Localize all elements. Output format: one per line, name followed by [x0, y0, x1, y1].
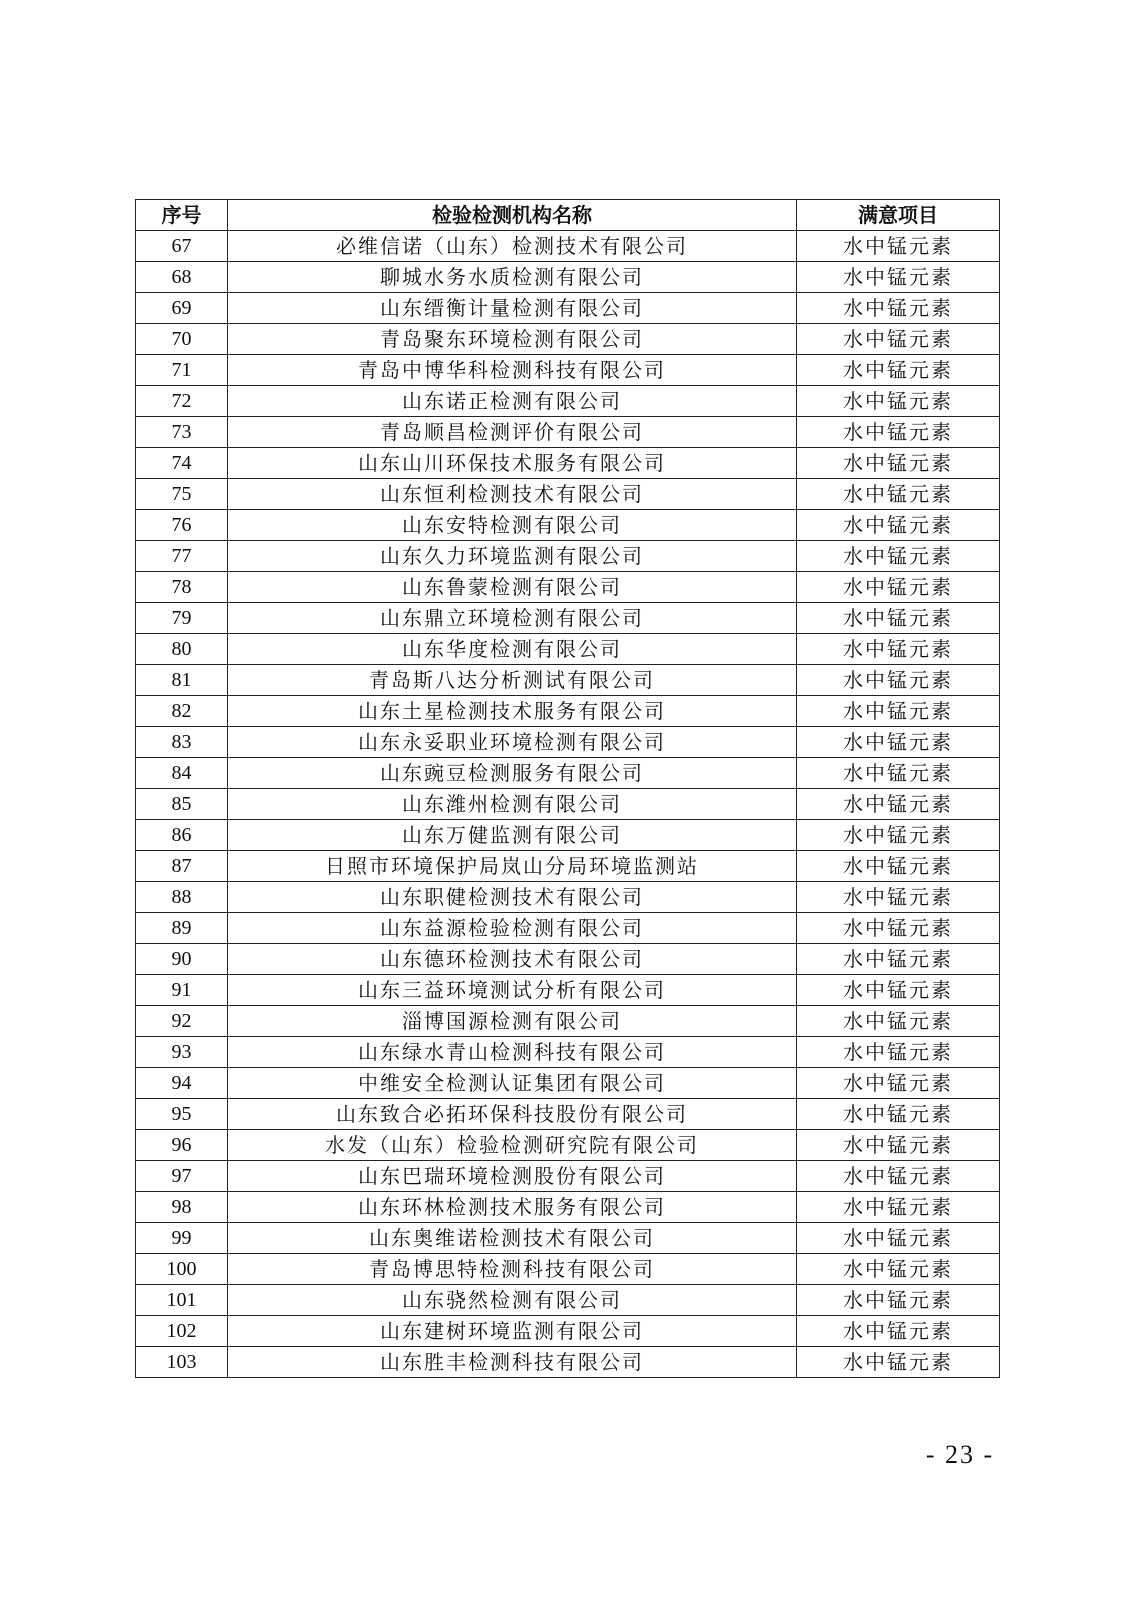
institution-name: 山东潍州检测有限公司 [228, 789, 797, 820]
satisfactory-item: 水中锰元素 [797, 882, 1000, 913]
table-row [136, 386, 1000, 417]
satisfactory-item: 水中锰元素 [797, 1130, 1000, 1161]
satisfactory-item: 水中锰元素 [797, 944, 1000, 975]
satisfactory-item: 水中锰元素 [797, 324, 1000, 355]
table-row [136, 1192, 1000, 1223]
row-index: 83 [136, 727, 228, 758]
row-index: 74 [136, 448, 228, 479]
institution-name: 山东巴瑞环境检测股份有限公司 [228, 1161, 797, 1192]
satisfactory-item: 水中锰元素 [797, 696, 1000, 727]
institution-name: 山东华度检测有限公司 [228, 634, 797, 665]
satisfactory-item: 水中锰元素 [797, 1254, 1000, 1285]
row-index: 91 [136, 975, 228, 1006]
row-index: 95 [136, 1099, 228, 1130]
institution-name: 山东安特检测有限公司 [228, 510, 797, 541]
table-row [136, 479, 1000, 510]
table-row [136, 1037, 1000, 1068]
institution-name: 淄博国源检测有限公司 [228, 1006, 797, 1037]
table-row [136, 355, 1000, 386]
satisfactory-item: 水中锰元素 [797, 758, 1000, 789]
row-index: 77 [136, 541, 228, 572]
header-index: 序号 [136, 200, 228, 231]
row-index: 73 [136, 417, 228, 448]
table-row [136, 572, 1000, 603]
institution-name: 山东奥维诺检测技术有限公司 [228, 1223, 797, 1254]
institution-name: 山东益源检验检测有限公司 [228, 913, 797, 944]
institution-name: 山东豌豆检测服务有限公司 [228, 758, 797, 789]
institution-name: 中维安全检测认证集团有限公司 [228, 1068, 797, 1099]
satisfactory-item: 水中锰元素 [797, 510, 1000, 541]
satisfactory-item: 水中锰元素 [797, 417, 1000, 448]
row-index: 96 [136, 1130, 228, 1161]
table-row [136, 1316, 1000, 1347]
satisfactory-item: 水中锰元素 [797, 1223, 1000, 1254]
satisfactory-item: 水中锰元素 [797, 572, 1000, 603]
institution-name: 日照市环境保护局岚山分局环境监测站 [228, 851, 797, 882]
institution-name: 水发（山东）检验检测研究院有限公司 [228, 1130, 797, 1161]
satisfactory-item: 水中锰元素 [797, 851, 1000, 882]
satisfactory-item: 水中锰元素 [797, 386, 1000, 417]
satisfactory-item: 水中锰元素 [797, 1161, 1000, 1192]
table-row [136, 510, 1000, 541]
page-number: - 23 - [925, 1440, 995, 1469]
institution-name: 青岛顺昌检测评价有限公司 [228, 417, 797, 448]
institution-name: 山东胜丰检测科技有限公司 [228, 1347, 797, 1378]
row-index: 80 [136, 634, 228, 665]
satisfactory-item: 水中锰元素 [797, 1285, 1000, 1316]
row-index: 88 [136, 882, 228, 913]
institution-name: 青岛斯八达分析测试有限公司 [228, 665, 797, 696]
satisfactory-item: 水中锰元素 [797, 262, 1000, 293]
institution-name: 山东恒利检测技术有限公司 [228, 479, 797, 510]
row-index: 67 [136, 231, 228, 262]
institution-name: 山东永妥职业环境检测有限公司 [228, 727, 797, 758]
row-index: 76 [136, 510, 228, 541]
institution-name: 山东鲁蒙检测有限公司 [228, 572, 797, 603]
institution-name: 山东职健检测技术有限公司 [228, 882, 797, 913]
institution-name: 聊城水务水质检测有限公司 [228, 262, 797, 293]
institution-name: 青岛中博华科检测科技有限公司 [228, 355, 797, 386]
institution-name: 山东三益环境测试分析有限公司 [228, 975, 797, 1006]
row-index: 86 [136, 820, 228, 851]
institution-name: 必维信诺（山东）检测技术有限公司 [228, 231, 797, 262]
row-index: 78 [136, 572, 228, 603]
table-header-row [136, 200, 1000, 231]
row-index: 70 [136, 324, 228, 355]
table-row [136, 262, 1000, 293]
satisfactory-item: 水中锰元素 [797, 293, 1000, 324]
institution-name: 青岛博思特检测科技有限公司 [228, 1254, 797, 1285]
satisfactory-item: 水中锰元素 [797, 789, 1000, 820]
row-index: 87 [136, 851, 228, 882]
table-row [136, 1254, 1000, 1285]
table-row [136, 975, 1000, 1006]
table-row [136, 851, 1000, 882]
table-row [136, 665, 1000, 696]
table-row [136, 789, 1000, 820]
table-row [136, 727, 1000, 758]
row-index: 103 [136, 1347, 228, 1378]
row-index: 81 [136, 665, 228, 696]
row-index: 102 [136, 1316, 228, 1347]
institution-name: 山东致合必拓环保科技股份有限公司 [228, 1099, 797, 1130]
table-body [136, 231, 1000, 1378]
row-index: 101 [136, 1285, 228, 1316]
satisfactory-item: 水中锰元素 [797, 1316, 1000, 1347]
institution-name: 山东德环检测技术有限公司 [228, 944, 797, 975]
table-row [136, 758, 1000, 789]
table-row [136, 696, 1000, 727]
row-index: 72 [136, 386, 228, 417]
table-row [136, 448, 1000, 479]
table-row [136, 634, 1000, 665]
row-index: 82 [136, 696, 228, 727]
row-index: 71 [136, 355, 228, 386]
table-row [136, 1130, 1000, 1161]
row-index: 69 [136, 293, 228, 324]
institution-name: 青岛聚东环境检测有限公司 [228, 324, 797, 355]
satisfactory-item: 水中锰元素 [797, 1192, 1000, 1223]
satisfactory-item: 水中锰元素 [797, 913, 1000, 944]
row-index: 100 [136, 1254, 228, 1285]
header-name: 检验检测机构名称 [228, 200, 797, 231]
row-index: 89 [136, 913, 228, 944]
row-index: 68 [136, 262, 228, 293]
table-row [136, 1099, 1000, 1130]
table-row [136, 231, 1000, 262]
satisfactory-item: 水中锰元素 [797, 479, 1000, 510]
row-index: 92 [136, 1006, 228, 1037]
row-index: 99 [136, 1223, 228, 1254]
satisfactory-item: 水中锰元素 [797, 634, 1000, 665]
table-row [136, 293, 1000, 324]
row-index: 94 [136, 1068, 228, 1099]
row-index: 90 [136, 944, 228, 975]
satisfactory-item: 水中锰元素 [797, 1006, 1000, 1037]
institution-name: 山东骁然检测有限公司 [228, 1285, 797, 1316]
institution-name: 山东建树环境监测有限公司 [228, 1316, 797, 1347]
row-index: 93 [136, 1037, 228, 1068]
row-index: 75 [136, 479, 228, 510]
table-row [136, 882, 1000, 913]
satisfactory-item: 水中锰元素 [797, 975, 1000, 1006]
satisfactory-item: 水中锰元素 [797, 355, 1000, 386]
satisfactory-item: 水中锰元素 [797, 1037, 1000, 1068]
institution-name: 山东山川环保技术服务有限公司 [228, 448, 797, 479]
institution-name: 山东鼎立环境检测有限公司 [228, 603, 797, 634]
table-row [136, 1285, 1000, 1316]
table-row [136, 1161, 1000, 1192]
row-index: 85 [136, 789, 228, 820]
satisfactory-item: 水中锰元素 [797, 1099, 1000, 1130]
table-row [136, 541, 1000, 572]
table-row [136, 913, 1000, 944]
satisfactory-item: 水中锰元素 [797, 727, 1000, 758]
institution-name: 山东缙衡计量检测有限公司 [228, 293, 797, 324]
institution-name: 山东绿水青山检测科技有限公司 [228, 1037, 797, 1068]
row-index: 98 [136, 1192, 228, 1223]
institution-name: 山东久力环境监测有限公司 [228, 541, 797, 572]
table-row [136, 1068, 1000, 1099]
table-row [136, 417, 1000, 448]
table-row [136, 820, 1000, 851]
row-index: 97 [136, 1161, 228, 1192]
table-row [136, 1006, 1000, 1037]
institution-name: 山东万健监测有限公司 [228, 820, 797, 851]
satisfactory-item: 水中锰元素 [797, 448, 1000, 479]
satisfactory-item: 水中锰元素 [797, 541, 1000, 572]
table-row [136, 1347, 1000, 1378]
table-row [136, 603, 1000, 634]
table-row [136, 324, 1000, 355]
results-table [135, 199, 1000, 1378]
row-index: 84 [136, 758, 228, 789]
satisfactory-item: 水中锰元素 [797, 665, 1000, 696]
satisfactory-item: 水中锰元素 [797, 1068, 1000, 1099]
institution-name: 山东诺正检测有限公司 [228, 386, 797, 417]
header-item: 满意项目 [797, 200, 1000, 231]
satisfactory-item: 水中锰元素 [797, 231, 1000, 262]
satisfactory-item: 水中锰元素 [797, 820, 1000, 851]
satisfactory-item: 水中锰元素 [797, 1347, 1000, 1378]
table-row [136, 1223, 1000, 1254]
satisfactory-item: 水中锰元素 [797, 603, 1000, 634]
institution-name: 山东环林检测技术服务有限公司 [228, 1192, 797, 1223]
institution-name: 山东土星检测技术服务有限公司 [228, 696, 797, 727]
table-row [136, 944, 1000, 975]
row-index: 79 [136, 603, 228, 634]
